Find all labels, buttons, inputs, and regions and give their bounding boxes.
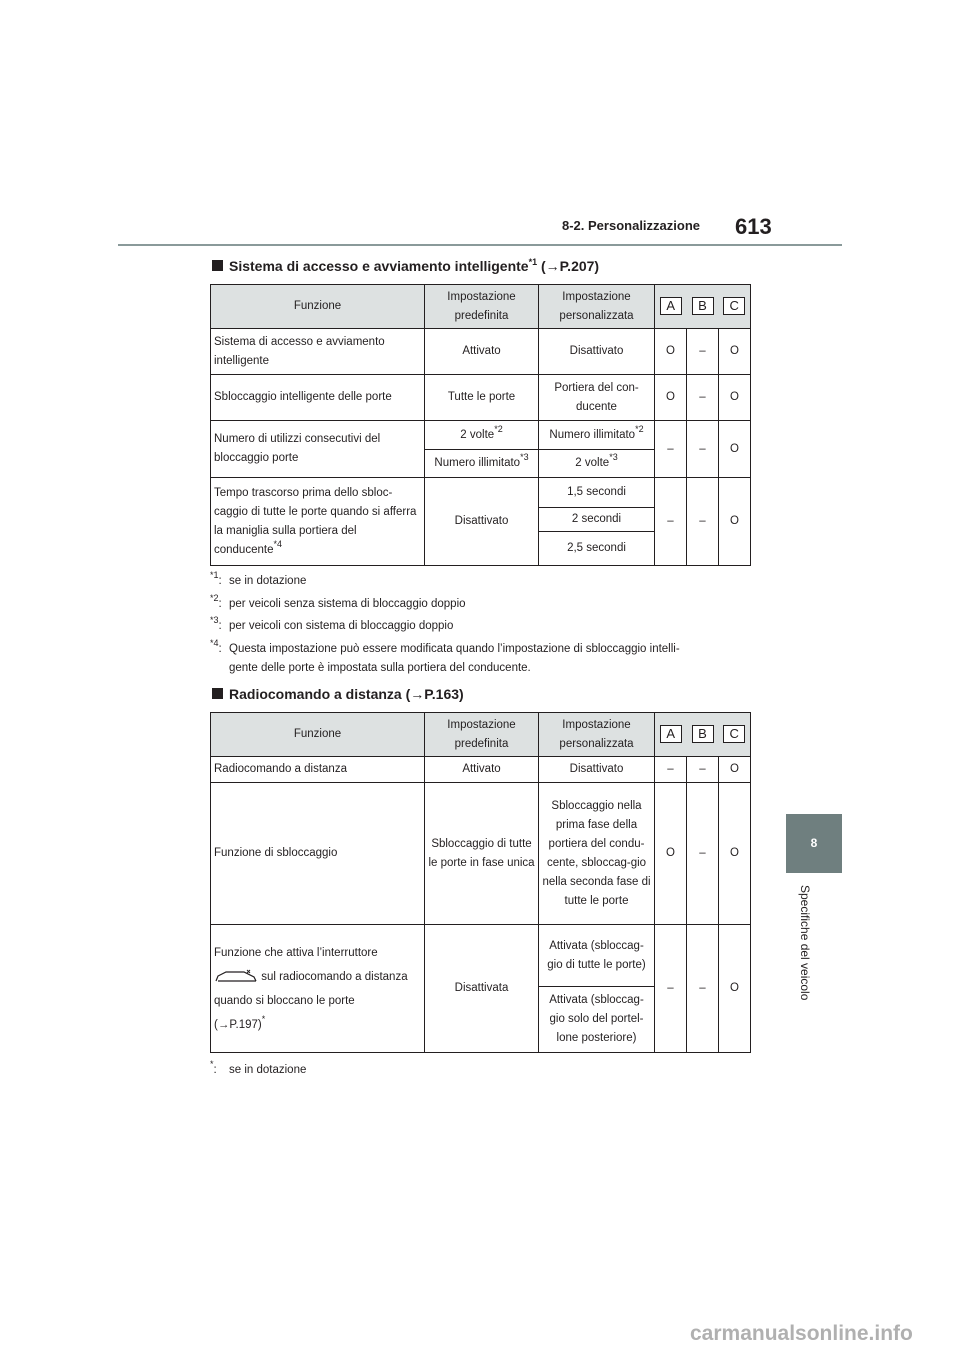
table-row: Numero illimitato$^{*3}$ 2 volte$^{*3}$ [211, 450, 751, 478]
section1-title: Sistema di accesso e avviamento intelligente$^{*1}$ (→P.207) [212, 258, 599, 274]
chapter-tab: 8 [786, 814, 842, 873]
table-row: Funzione che attiva l’interruttore sul radiocomando a distanza quando si bloccano le porte (→P.197)* Disattivata Attivata (sbloccag-gio di tutte le porte) – – O [211, 925, 751, 987]
section2-title: Radiocomando a distanza (→P.163) [212, 686, 464, 702]
header-funzione: Funzione [211, 285, 425, 329]
table-row: Sbloccaggio intelligente delle porte Tutte le porte Portiera del con-ducente O – O [211, 375, 751, 421]
table-row: Funzione di sbloccaggio Sbloccaggio di tutte le porte in fase unica Sbloccaggio nella prima fase della portiera del condu-cente, sbloccag-gio nella seconda fase di tutte le porte O – O [211, 783, 751, 925]
footnote-se-in-dotazione: *: se in dotazione [210, 1059, 307, 1076]
header-divider [118, 244, 842, 246]
table-row: Numero di utilizzi consecutivi del bloccaggio porte 2 volte$^{*2}$ Numero illimitato$^{*2}$ – – O [211, 421, 751, 450]
header-funzione: Funzione [211, 713, 425, 757]
bullet-square-icon [212, 260, 223, 271]
footnote-2: $^{*2}$: per veicoli senza sistema di bloccaggio doppio [210, 593, 466, 610]
header-predefinita: Impostazione predefinita [425, 713, 539, 757]
table-row: 2,5 secondi [211, 532, 751, 566]
header-personalizzata: Impostazione personalizzata [539, 713, 655, 757]
customization-table-1 [210, 284, 751, 566]
bullet-square-icon [212, 688, 223, 699]
header-a-box: A [660, 297, 682, 315]
header-b-box: B [692, 297, 714, 315]
watermark: carmanualsonline.info [690, 1322, 913, 1345]
table-row: Attivata (sbloccag-gio solo del portel-lone posteriore) [211, 987, 751, 1053]
header-personalizzata: Impostazione personalizzata [539, 285, 655, 329]
table-row: Sistema di accesso e avviamento intelligente Attivato Disattivato O – O [211, 329, 751, 375]
table-row: Tempo trascorso prima dello sbloc-caggio di tutte le porte quando si afferra la maniglia sulla portiera del conducente$^{*4}$ Disattivato 1,5 secondi – – O [211, 478, 751, 508]
header-predefinita: Impostazione predefinita [425, 285, 539, 329]
header-c-box: C [723, 297, 745, 315]
car-lock-icon [214, 968, 258, 984]
customization-table-2 [210, 712, 751, 1053]
table-row: 2 secondi [211, 508, 751, 532]
header-a-box: A [660, 725, 682, 743]
header-c-box: C [723, 725, 745, 743]
chapter-label: Specifiche del veicolo [798, 885, 812, 1001]
header-b-box: B [692, 725, 714, 743]
footnote-1: $^{*1}$: se in dotazione [210, 570, 307, 587]
footnote-4: $^{*4}$: Questa impostazione può essere modificata quando l’impostazione di sbloccaggio intelli- gente delle porte è impostata sulla portiera del conducente. [210, 638, 680, 674]
table-row: Radiocomando a distanza Attivato Disattivato – – O [211, 757, 751, 783]
footnote-3: $^{*3}$: per veicoli con sistema di bloccaggio doppio [210, 615, 454, 632]
page-number: 613 [735, 214, 772, 239]
page-reference-link[interactable]: (→P.207) [540, 258, 600, 274]
page-reference-link[interactable]: (→P.163) [405, 686, 464, 702]
section-header: 8-2. Personalizzazione [562, 218, 700, 233]
